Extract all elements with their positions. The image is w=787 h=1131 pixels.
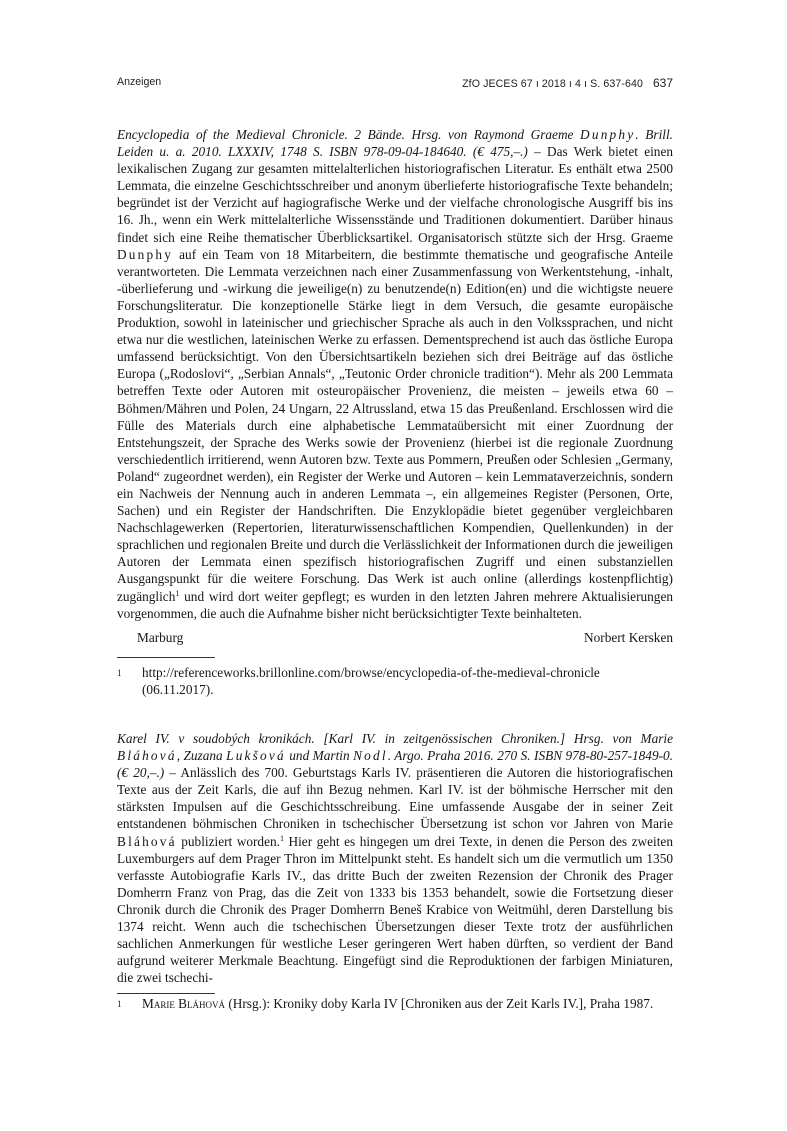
person-name: Bláhová [117, 833, 177, 849]
reviewer-place: Marburg [137, 630, 184, 645]
review-encyclopedia-medieval-chronicle [117, 126, 673, 622]
page-number: 637 [652, 76, 673, 90]
reviewer-name: Norbert Kersken [584, 630, 673, 645]
footnote-number: 1 [117, 999, 122, 1009]
review-text: und wird dort weiter gepflegt; es wurden in den letzten Jahren mehrere Aktualisierungen vorgenommen, die auch die Aufnahme bisher nicht berücksichtigter Texte beinhalteten. [117, 588, 673, 621]
footnote-citation: (Hrsg.): Kroniky doby Karla IV [Chroniken aus der Zeit Karls IV.], Praha 1987. [225, 996, 654, 1011]
bib-publication: . Brill. Leiden u. a. 2010. LXXXIV, 1748 S. ISBN 978-09-04-184640. (€ 475,–.) [117, 127, 673, 160]
bib-publication: . Argo. Praha 2016. 270 S. ISBN 978-80-257-1849-0. (€ 20,–.) [117, 748, 673, 781]
bib-separator: , Zuzana [176, 748, 227, 764]
review-text: Hier geht es hingegen um drei Texte, in denen die Person des zweiten Luxemburgers auf dem Prager Thron im Mittelpunkt steht. Es handelt sich um die vermutlich um 1350 verfasste Autobiografie Karls IV., das dritte Buch der zweiten Rezension der Chronik des Prager Domherrn Franz von Prag, das die Zeit von 1333 bis 1353 behandelt, sowie die Fortsetzung dieser Chronik durch die Chronik des Prager Domherrn Beneš Krabice von Weitmühl, deren Darstellung bis 1374 reicht. Wenn auch die tschechischen Übersetzungen dieser Texte trotz der ausführlichen sachlichen Anmerkungen für westliche Leser geringeren Wert haben dürften, so verdient der Band aufgrund weiterer Merkmale Beachtung. Eingefügt sind die Reproduktionen der farbigen Miniaturen, die zwei tschechi- [117, 833, 673, 986]
footnote-separator [117, 657, 215, 658]
person-name: Dunphy [117, 246, 174, 262]
bib-editor: Lukšová [226, 748, 286, 764]
footnote [117, 664, 673, 698]
footnote-text [142, 995, 673, 1012]
bib-separator: und Martin [285, 748, 354, 764]
review-text: – Anlässlich des 700. Geburtstags Karls IV. präsentieren die Autoren die historiografischen Texte aus der Zeit Karls, die auf ihn Bezug nehmen. Karl IV. ist der böhmische Herrscher mit den stärksten Impulsen auf die Geschichtsschreibung. Eine umfassende Ausgabe der in seiner Zeit entstandenen böhmischen Chroniken in tschechischer Übersetzung ist schon vor Jahren von Marie [117, 765, 673, 832]
journal-citation [462, 76, 673, 90]
footnote-reference[interactable]: 1 [279, 833, 284, 843]
journal-info: ZfO JECES 67 ı 2018 ı 4 ı S. 637-640 [462, 78, 643, 90]
review-karel-iv-chronicles [117, 730, 673, 986]
running-head [117, 76, 673, 94]
bib-title: Encyclopedia of the Medieval Chronicle. 2 Bände. Hrsg. von Raymond Graeme [117, 127, 581, 142]
bib-editor: Nodl [353, 748, 388, 764]
footnote-reference[interactable]: 1 [175, 588, 180, 598]
review-text: auf ein Team von 18 Mitarbeitern, die bestimmte thematische und geografische Anteile verantworteten. Die Lemmata verzeichnen nach einer Zusammenfassung von Werkentstehung, -inhalt, -überlieferung und -wirkung die jeweilige(n) zu benutzende(n) Edition(en) und die wichtigste neuere Forschungsliteratur. Die konzeptionelle Stärke liegt in dem Versuch, die gesamte europäische Produktion, sowohl in lateinischer und griechischer Sprache als auch in den Volkssprachen, und nicht etwa nur die westlichen, lateinischen Werke zu erfassen. Dementsprechend ist auch das östliche Europa umfassend berücksichtigt. Von den Übersichtsartikeln beziehen sich drei Beiträge auf das östliche Europa („Rodoslovi“, „Serbian Annals“, „Teutonic Order chronicle tradition“). Mehr als 200 Lemmata betreffen Texte oder Autoren mit osteuropäischer Provenienz, die meisten – jeweils etwa 60 – Böhmen/Mähren und Polen, 24 Ungarn, 22 Altrussland, etwa 15 das Preußenland. Erschlossen wird die Fülle des Materials durch eine alphabetische Lemmataübersicht mit einer Zuordnung der Entstehungszeit, der Sprache des Werks sowie der Provenienz (hierbei ist die regionale Zuordnung verschiedentlich irritierend, wenn Autoren bzw. Texte aus Pommern, Preußen oder Schlesien „Germany, Poland“ zugeordnet werden), ein Register der Werke und Autoren – kein Lemmataverzeichnis, sondern ein Nachweis der Nennung auch in anderen Lemmata –, ein allgemeines Register (Personen, Orte, Sachen) und ein Register der Handschriften. Die Enzyklopädie bietet gegenüber vergleichbaren Nachschlagewerken (Repertorien, literaturwissenschaftlichen Kompendien, Quellenkunden) in der sprachlichen und regionalen Breite und durch die Verlässlichkeit der Informationen durch die jeweiligen Autoren der Lemmata einen spezifisch historiografischen Zugriff und einen substanziellen Ausgangspunkt für die weitere Forschung. Das Werk ist auch online (allerdings kostenpflichtig) zugänglich [117, 246, 673, 604]
section-label: Anzeigen [117, 76, 162, 88]
review-text: publiziert worden. [176, 833, 280, 849]
review-text: – Das Werk bietet einen lexikalischen Zugang zur gesamten mittelalterlichen historiografischen Literatur. Es enthält etwa 2500 Lemmata, die einzelne Geschichtsschreiber und anonym überlieferte historiografische Texte behandeln; begründet ist der Verzicht auf hagiografische Werke und der vielfache chronologische Ausgriff bis ins 16. Jh., wenn ein Werk mittelalterliche Wissensstände und Traditionen dokumentiert. Darüber hinaus findet sich eine Reihe thematischer Überblicksartikel. Organisatorisch stützte sich der Hrsg. Graeme [117, 144, 673, 245]
footnote [117, 995, 673, 1012]
footnote-separator [117, 993, 215, 994]
footnote-author: Marie Bláhová [142, 996, 226, 1011]
bib-editor: Bláhová [117, 748, 177, 764]
bib-title: Karel IV. v soudobých kronikách. [Karl IV. in zeitgenössischen Chroniken.] Hrsg. von Marie [117, 731, 673, 746]
bib-editor: Dunphy [580, 127, 636, 142]
footnote-number: 1 [117, 668, 122, 678]
review-paragraph [117, 730, 673, 986]
footnote-url[interactable]: http://referenceworks.brillonline.com/browse/encyclopedia-of-the-medieval-chronicle (06.11.2017). [142, 665, 600, 698]
review-paragraph [117, 126, 673, 622]
